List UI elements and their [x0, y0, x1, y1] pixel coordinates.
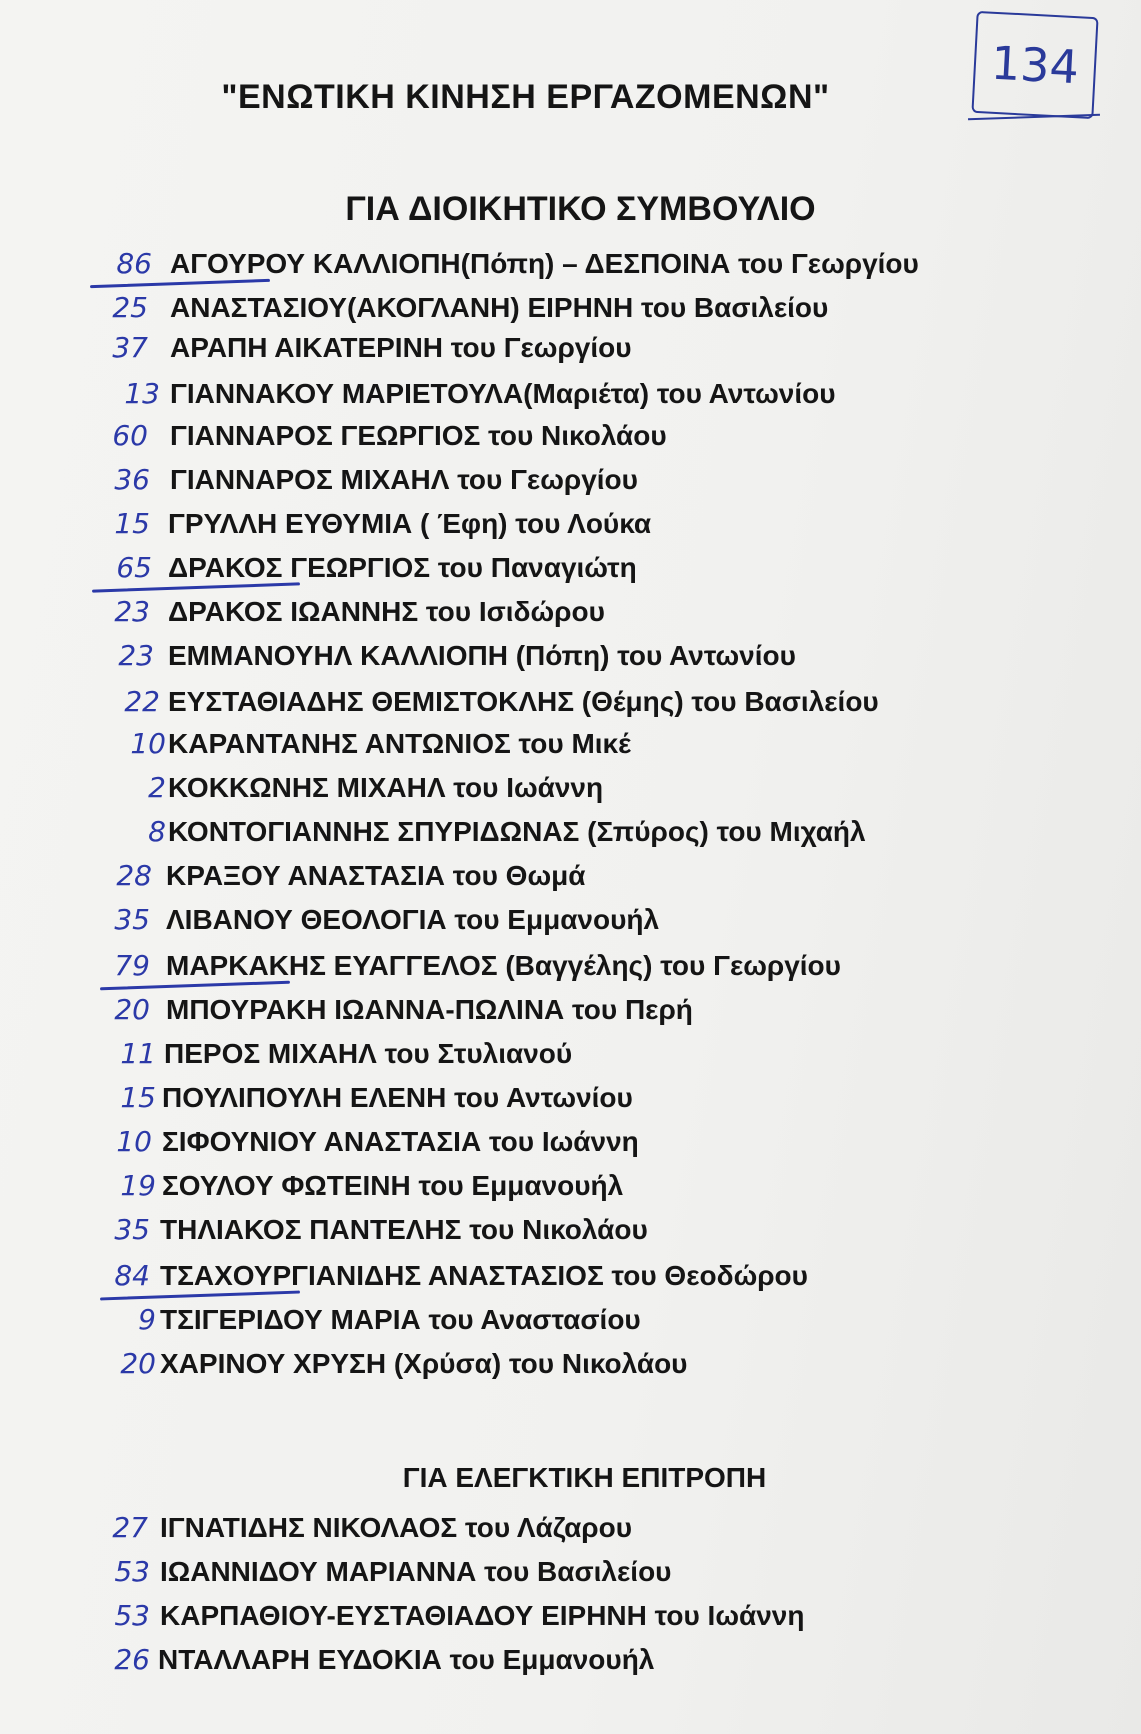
handwritten-vote-count: 60: [112, 419, 148, 452]
list-item: [0, 898, 1141, 942]
list-item: [0, 458, 1141, 502]
list-item: [0, 722, 1141, 766]
list-item: [0, 590, 1141, 634]
audit-heading: ΓΙΑ ΕΛΕΓΚΤΙΚΗ ΕΠΙΤΡΟΠΗ: [402, 1462, 767, 1493]
candidate-name: ΕΥΣΤΑΘΙΑΔΗΣ ΘΕΜΙΣΤΟΚΛΗΣ (Θέμης) του Βασιλείου: [168, 686, 879, 717]
candidate-name: ΜΠΟΥΡΑΚΗ ΙΩΑΝΝΑ-ΠΩΛΙΝΑ του Περή: [166, 994, 693, 1025]
list-item: [0, 1076, 1141, 1120]
handwritten-vote-count: 28: [116, 859, 152, 892]
list-item: [0, 1164, 1141, 1208]
candidate-name: ΓΙΑΝΝΑΡΟΣ ΜΙΧΑΗΛ του Γεωργίου: [170, 464, 638, 495]
candidate-name: ΣΟΥΛΟΥ ΦΩΤΕΙΝΗ του Εμμανουήλ: [162, 1170, 624, 1201]
candidate-name: ΙΩΑΝΝΙΔΟΥ ΜΑΡΙΑΝΝΑ του Βασιλείου: [160, 1556, 672, 1587]
handwritten-vote-count: 84: [114, 1259, 150, 1292]
candidate-name: ΚΟΚΚΩΝΗΣ ΜΙΧΑΗΛ του Ιωάννη: [168, 772, 604, 803]
handwritten-vote-count: 20: [120, 1347, 156, 1380]
list-item: [0, 634, 1141, 678]
list-item: [0, 1506, 1141, 1550]
candidate-name: ΚΡΑΞΟΥ ΑΝΑΣΤΑΣΙΑ του Θωμά: [166, 860, 586, 891]
candidate-name: ΔΡΑΚΟΣ ΙΩΑΝΝΗΣ του Ισιδώρου: [168, 596, 605, 627]
list-item: [0, 546, 1141, 590]
candidate-name: ΠΟΥΛΙΠΟΥΛΗ ΕΛΕΝΗ του Αντωνίου: [162, 1082, 633, 1113]
handwritten-vote-count: 2: [148, 771, 166, 804]
handwritten-vote-count: 35: [114, 903, 150, 936]
handwritten-vote-count: 26: [114, 1643, 150, 1676]
handwritten-vote-count: 25: [112, 291, 148, 324]
handwritten-vote-count: 11: [120, 1037, 156, 1070]
handwritten-vote-count: 10: [116, 1125, 152, 1158]
handwritten-vote-count: 13: [124, 377, 160, 410]
handwritten-vote-count: 15: [114, 507, 150, 540]
list-item: [0, 502, 1141, 546]
handwritten-vote-count: 23: [114, 595, 150, 628]
handwritten-vote-count: 23: [118, 639, 154, 672]
handwritten-vote-count: 22: [124, 685, 160, 718]
list-item: [0, 766, 1141, 810]
handwritten-vote-count: 20: [114, 993, 150, 1026]
candidate-name: ΚΑΡΠΑΘΙΟΥ-ΕΥΣΤΑΘΙΑΔΟΥ ΕΙΡΗΝΗ του Ιωάννη: [160, 1600, 805, 1631]
candidate-name: ΚΑΡΑΝΤΑΝΗΣ ΑΝΤΩΝΙΟΣ του Μικέ: [168, 728, 631, 759]
list-item: [0, 1032, 1141, 1076]
candidate-name: ΔΡΑΚΟΣ ΓΕΩΡΓΙΟΣ του Παναγιώτη: [168, 552, 637, 583]
candidate-name: ΤΣΑΧΟΥΡΓΙΑΝΙΔΗΣ ΑΝΑΣΤΑΣΙΟΣ του Θεοδώρου: [160, 1260, 808, 1291]
list-item: [0, 1550, 1141, 1594]
candidate-name: ΠΕΡΟΣ ΜΙΧΑΗΛ του Στυλιανού: [164, 1038, 573, 1069]
handwritten-vote-count: 36: [114, 463, 150, 496]
candidate-name: ΤΗΛΙΑΚΟΣ ΠΑΝΤΕΛΗΣ του Νικολάου: [160, 1214, 648, 1245]
list-item: [0, 1254, 1141, 1298]
handwritten-vote-count: 86: [116, 247, 152, 280]
candidate-name: ΛΙΒΑΝΟΥ ΘΕΟΛΟΓΙΑ του Εμμανουήλ: [166, 904, 660, 935]
candidate-name: ΓΙΑΝΝΑΡΟΣ ΓΕΩΡΓΙΟΣ του Νικολάου: [170, 420, 667, 451]
list-item: [0, 1298, 1141, 1342]
candidate-name: ΝΤΑΛΛΑΡΗ ΕΥΔΟΚΙΑ του Εμμανουήλ: [158, 1644, 655, 1675]
candidate-name: ΕΜΜΑΝΟΥΗΛ ΚΑΛΛΙΟΠΗ (Πόπη) του Αντωνίου: [168, 640, 796, 671]
candidate-name: ΚΟΝΤΟΓΙΑΝΝΗΣ ΣΠΥΡΙΔΩΝΑΣ (Σπύρος) του Μιχαήλ: [168, 816, 866, 847]
handwritten-vote-count: 65: [116, 551, 152, 584]
document-title: "ΕΝΩΤΙΚΗ ΚΙΝΗΣΗ ΕΡΓΑΖΟΜΕΝΩΝ": [221, 78, 830, 116]
handwritten-vote-count: 19: [120, 1169, 156, 1202]
candidate-name: ΑΓΟΥΡΟΥ ΚΑΛΛΙΟΠΗ(Πόπη) – ΔΕΣΠΟΙΝΑ του Γεωργίου: [170, 248, 919, 279]
handwritten-vote-count: 27: [112, 1511, 148, 1544]
list-item: [0, 988, 1141, 1032]
candidate-name: ΙΓΝΑΤΙΔΗΣ ΝΙΚΟΛΑΟΣ του Λάζαρου: [160, 1512, 633, 1543]
list-item: [0, 1638, 1141, 1682]
list-item: [0, 810, 1141, 854]
list-item: [0, 944, 1141, 988]
list-item: [0, 1208, 1141, 1252]
list-item: [0, 1594, 1141, 1638]
handwritten-vote-count: 10: [130, 727, 166, 760]
handwritten-vote-count: 8: [148, 815, 166, 848]
list-item: [0, 242, 1141, 286]
candidate-name: ΣΙΦΟΥΝΙΟΥ ΑΝΑΣΤΑΣΙΑ του Ιωάννη: [162, 1126, 639, 1157]
candidate-name: ΓΙΑΝΝΑΚΟΥ ΜΑΡΙΕΤΟΥΛΑ(Μαριέτα) του Αντωνίου: [170, 378, 836, 409]
candidate-name: ΤΣΙΓΕΡΙΔΟΥ ΜΑΡΙΑ του Αναστασίου: [160, 1304, 641, 1335]
list-item: [0, 680, 1141, 724]
candidate-name: ΜΑΡΚΑΚΗΣ ΕΥΑΓΓΕΛΟΣ (Βαγγέλης) του Γεωργίου: [166, 950, 841, 981]
list-item: [0, 1342, 1141, 1386]
handwritten-page-number: 134: [971, 11, 1098, 119]
handwritten-vote-count: 79: [114, 949, 150, 982]
candidate-name: ΧΑΡΙΝΟΥ ΧΡΥΣΗ (Χρύσα) του Νικολάου: [160, 1348, 688, 1379]
candidate-name: ΓΡΥΛΛΗ ΕΥΘΥΜΙΑ ( Έφη) του Λούκα: [168, 508, 652, 539]
handwritten-vote-count: 15: [120, 1081, 156, 1114]
candidate-name: ΑΝΑΣΤΑΣΙΟΥ(ΑΚΟΓΛΑΝΗ) ΕΙΡΗΝΗ του Βασιλείου: [170, 292, 829, 323]
list-item: [0, 286, 1141, 330]
handwritten-vote-count: 53: [114, 1599, 150, 1632]
list-item: [0, 414, 1141, 458]
handwritten-vote-count: 9: [138, 1303, 156, 1336]
handwritten-vote-count: 37: [112, 331, 148, 364]
board-heading: ΓΙΑ ΔΙΟΙΚΗΤΙΚΟ ΣΥΜΒΟΥΛΙΟ: [345, 190, 816, 228]
handwritten-vote-count: 53: [114, 1555, 150, 1588]
list-item: [0, 1120, 1141, 1164]
candidate-name: ΑΡΑΠΗ ΑΙΚΑΤΕΡΙΝΗ του Γεωργίου: [170, 332, 632, 363]
list-item: [0, 326, 1141, 370]
list-item: [0, 372, 1141, 416]
list-item: [0, 854, 1141, 898]
handwritten-vote-count: 35: [114, 1213, 150, 1246]
